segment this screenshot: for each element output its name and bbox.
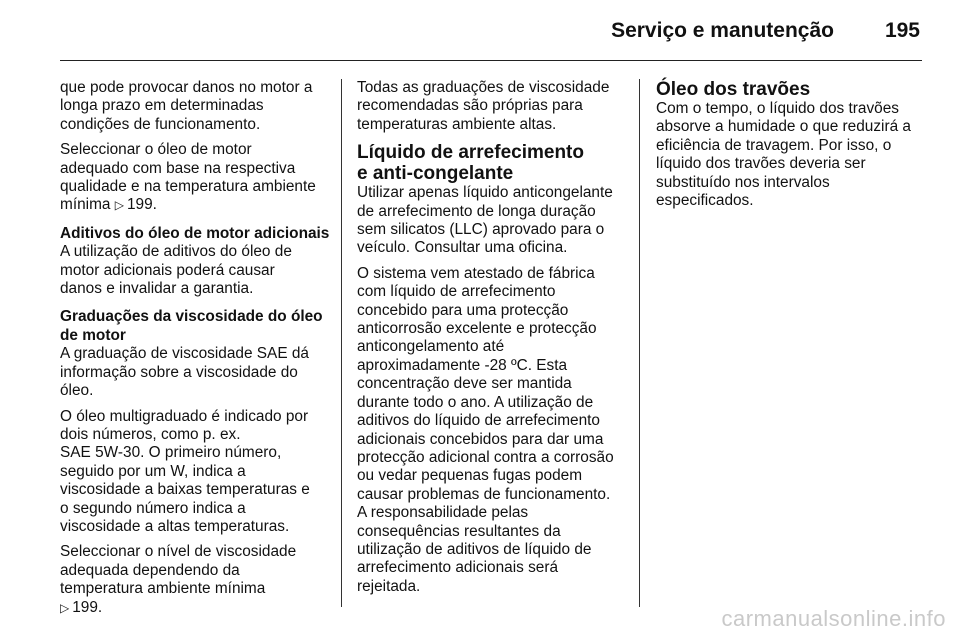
section-title: Serviço e manutenção xyxy=(611,19,834,42)
text-line: Utilizar apenas líquido anticongelante xyxy=(357,184,613,202)
text-line: concebido para uma protecção xyxy=(357,301,569,319)
text-line: A graduação de viscosidade SAE dá xyxy=(60,345,309,363)
paragraph-sae-grade xyxy=(60,345,328,400)
text-line: Todas as graduações de viscosidade xyxy=(357,79,610,96)
text-line xyxy=(60,599,328,617)
text-line: de motor xyxy=(60,326,126,344)
column-3 xyxy=(656,79,924,217)
column-divider xyxy=(341,79,342,607)
text-line: ou vedar pequenas fugas podem xyxy=(357,467,583,485)
page-header xyxy=(60,0,922,61)
heading-oil-additives: Aditivos do óleo de motor adicionais xyxy=(60,224,330,242)
text-line: Com o tempo, o líquido dos travões xyxy=(656,100,899,117)
text-fragment: mínima xyxy=(60,196,111,214)
text-line: aproximadamente -28 ºC. Esta xyxy=(357,356,568,374)
text-line: líquido dos travões deveria ser xyxy=(656,155,866,173)
paragraph-select-oil xyxy=(60,141,328,215)
text-line: o segundo número indica a xyxy=(60,499,246,517)
text-line: causar problemas de funcionamento. xyxy=(357,485,611,503)
text-line: com líquido de arrefecimento xyxy=(357,283,556,301)
text-line: óleo. xyxy=(60,382,94,400)
text-line: veículo. Consultar uma oficina. xyxy=(357,239,568,257)
paragraph-multigrade xyxy=(60,408,328,537)
text-line: arrefecimento adicionais será xyxy=(357,559,559,577)
text-line: e anti-congelante xyxy=(357,163,514,185)
text-line: Seleccionar o nível de viscosidade xyxy=(60,543,297,561)
text-line: protecção adicional contra a corrosão xyxy=(357,448,614,466)
text-line: rejeitada. xyxy=(357,577,421,595)
text-line: A responsabilidade pelas xyxy=(357,504,529,522)
column-1 xyxy=(60,79,328,624)
text-line: SAE 5W-30. O primeiro número, xyxy=(60,444,282,462)
paragraph-coolant-system xyxy=(357,265,625,596)
watermark: carmanualsonline.info xyxy=(721,606,946,631)
page-reference-link[interactable]: 199. xyxy=(126,196,157,214)
text-line: adicionais concebidos para dar uma xyxy=(357,430,604,448)
text-line: substituído nos intervalos xyxy=(656,173,830,191)
text-line: viscosidade a altas temperaturas. xyxy=(60,517,290,535)
text-line: anticorrosão excelente e protecção xyxy=(357,320,597,338)
text-line: motor adicionais poderá causar xyxy=(60,261,275,279)
column-divider xyxy=(639,79,640,607)
text-line: A utilização de aditivos do óleo de xyxy=(60,243,292,261)
text-line: adequada dependendo da xyxy=(60,561,240,579)
text-line: temperaturas ambiente altas. xyxy=(357,115,557,133)
text-line: danos e invalidar a garantia. xyxy=(60,280,254,298)
text-line: Seleccionar o óleo de motor xyxy=(60,141,252,159)
text-line: eficiência de travagem. Por isso, o xyxy=(656,136,892,154)
text-line: seguido por um W, indica a xyxy=(60,462,246,480)
text-line: viscosidade a baixas temperaturas e xyxy=(60,481,310,499)
paragraph-select-viscosity xyxy=(60,543,328,617)
text-line: informação sobre a viscosidade do xyxy=(60,363,298,381)
heading-brake-fluid: Óleo dos travões xyxy=(656,79,811,100)
paragraph-engine-damage xyxy=(60,79,328,134)
text-line: adequado com base na respectiva xyxy=(60,159,296,177)
text-line: recomendadas são próprias para xyxy=(357,97,583,115)
text-line: Líquido de arrefecimento xyxy=(357,142,584,164)
column-2 xyxy=(357,79,625,603)
text-line: O sistema vem atestado de fábrica xyxy=(357,264,595,282)
text-line: durante todo o ano. A utilização de xyxy=(357,393,594,411)
text-line: O óleo multigraduado é indicado por xyxy=(60,407,309,425)
text-line: consequências resultantes da xyxy=(357,522,561,540)
text-line: dois números, como p. ex. xyxy=(60,425,241,443)
heading-coolant xyxy=(357,142,625,184)
reference-arrow-icon: ▷ xyxy=(60,600,70,615)
paragraph-coolant-type xyxy=(357,184,625,258)
text-line: absorve a humidade o que reduzirá a xyxy=(656,118,911,136)
text-line: Graduações da viscosidade do óleo xyxy=(60,308,323,326)
text-line: longa prazo em determinadas xyxy=(60,97,264,115)
page-reference-link[interactable]: 199. xyxy=(72,598,103,616)
text-line: temperatura ambiente mínima xyxy=(60,580,266,598)
text-line: que pode provocar danos no motor a xyxy=(60,79,313,96)
text-line: concentração deve ser mantida xyxy=(357,375,572,393)
heading-viscosity-grades xyxy=(60,308,328,345)
paragraph-additives xyxy=(60,243,328,298)
page-number: 195 xyxy=(884,19,920,42)
text-line: anticongelamento até xyxy=(357,338,505,356)
text-line: especificados. xyxy=(656,192,754,210)
text-line xyxy=(60,196,328,214)
text-line: de arrefecimento de longa duração xyxy=(357,202,596,220)
reference-arrow-icon: ▷ xyxy=(114,198,124,213)
text-line: qualidade e na temperatura ambiente xyxy=(60,178,316,196)
text-line: aditivos do líquido de arrefecimento xyxy=(357,412,600,430)
text-line: utilização de aditivos de líquido de xyxy=(357,540,592,558)
paragraph-viscosity-grades xyxy=(357,79,625,134)
paragraph-brake-fluid xyxy=(656,100,924,210)
text-line: condições de funcionamento. xyxy=(60,115,261,133)
text-line: sem silicatos (LLC) aprovado para o xyxy=(357,221,605,239)
